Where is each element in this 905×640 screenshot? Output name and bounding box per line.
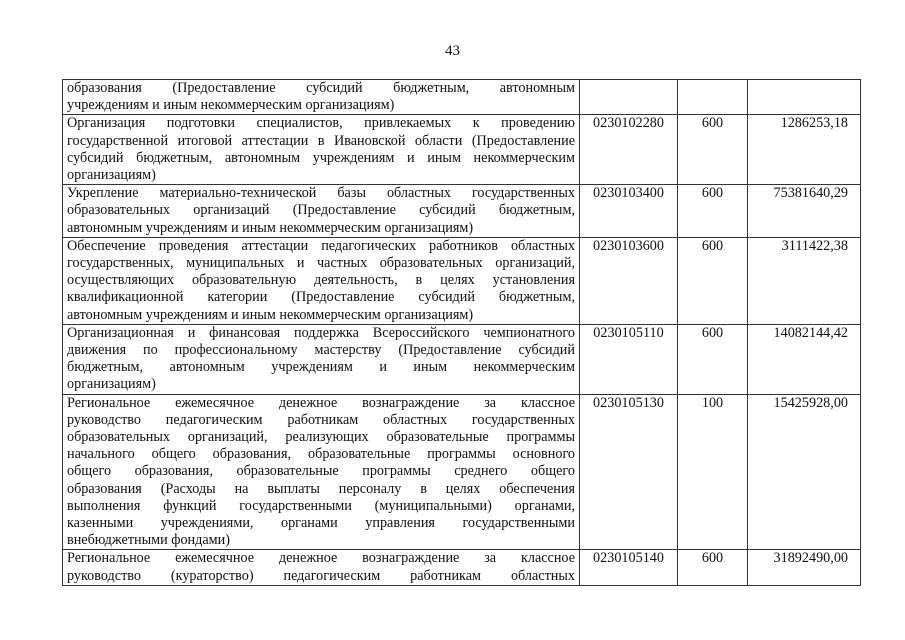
description-line: государственной итоговой аттестации в Ивановской области (Предоставление bbox=[67, 132, 575, 149]
description-line: руководство педагогическим работникам областных государственных bbox=[67, 411, 575, 428]
amount: 3111422,38 bbox=[748, 237, 861, 324]
budget-table bbox=[62, 79, 861, 586]
target-article-code: 0230103400 bbox=[580, 185, 678, 238]
amount: 75381640,29 bbox=[748, 185, 861, 238]
expense-description bbox=[63, 115, 580, 185]
table-row bbox=[63, 80, 861, 115]
description-line: осуществляющих образовательную деятельность, в целях установления bbox=[67, 272, 575, 289]
table-row bbox=[63, 237, 861, 324]
description-line: образования (Расходы на выплаты персоналу в целях обеспечения bbox=[67, 480, 575, 497]
description-line: организациям) bbox=[67, 376, 156, 393]
expense-type-code: 600 bbox=[678, 237, 748, 324]
target-article-code: 0230105140 bbox=[580, 550, 678, 585]
description-line: организациям) bbox=[67, 167, 156, 184]
description-line: общего образования, образовательные программы среднего общего bbox=[67, 463, 575, 480]
amount: 15425928,00 bbox=[748, 394, 861, 550]
expense-type-code bbox=[678, 80, 748, 115]
target-article-code: 0230103600 bbox=[580, 237, 678, 324]
page-number: 43 bbox=[445, 43, 460, 59]
description-line: Обеспечение проведения аттестации педагогических работников областных bbox=[67, 237, 575, 254]
expense-description bbox=[63, 185, 580, 238]
target-article-code bbox=[580, 80, 678, 115]
description-line: внебюджетными фондами) bbox=[67, 532, 230, 549]
table-row bbox=[63, 324, 861, 394]
expense-description bbox=[63, 394, 580, 550]
target-article-code: 0230105110 bbox=[580, 324, 678, 394]
table-row bbox=[63, 394, 861, 550]
description-line: автономным учреждениям и иным некоммерческим организациям) bbox=[67, 219, 474, 236]
description-line: Организационная и финансовая поддержка Всероссийского чемпионатного bbox=[67, 324, 575, 341]
expense-type-code: 600 bbox=[678, 185, 748, 238]
description-line: бюджетным, автономным учреждениям и иным некоммерческим bbox=[67, 359, 575, 376]
table-row bbox=[63, 115, 861, 185]
description-line: автономным учреждениям и иным некоммерческим организациям) bbox=[67, 306, 474, 323]
description-line: государственных, муниципальных и частных образовательных организаций, bbox=[67, 255, 575, 272]
expense-description bbox=[63, 550, 580, 585]
amount: 14082144,42 bbox=[748, 324, 861, 394]
description-line: выполнения функций государственными (муниципальными) органами, bbox=[67, 497, 575, 514]
amount: 31892490,00 bbox=[748, 550, 861, 585]
description-line: руководство (кураторство) педагогическим работникам областных bbox=[67, 567, 575, 584]
description-line: Укрепление материально-технической базы областных государственных bbox=[67, 185, 575, 202]
target-article-code: 0230102280 bbox=[580, 115, 678, 185]
expense-type-code: 100 bbox=[678, 394, 748, 550]
amount bbox=[748, 80, 861, 115]
description-line: Организация подготовки специалистов, привлекаемых к проведению bbox=[67, 115, 575, 132]
description-line: образовательных организаций (Предоставление субсидий бюджетным, bbox=[67, 202, 575, 219]
amount: 1286253,18 bbox=[748, 115, 861, 185]
expense-type-code: 600 bbox=[678, 324, 748, 394]
table-row bbox=[63, 550, 861, 585]
description-line: Региональное ежемесячное денежное вознаграждение за классное bbox=[67, 550, 575, 567]
description-line: учреждениям и иным некоммерческим организациям) bbox=[67, 97, 395, 114]
expense-type-code: 600 bbox=[678, 550, 748, 585]
description-line: движения по профессиональному мастерству (Предоставление субсидий bbox=[67, 342, 575, 359]
description-line: квалификационной категории (Предоставление субсидий бюджетным, bbox=[67, 289, 575, 306]
description-line: субсидий бюджетным, автономным учреждениям и иным некоммерческим bbox=[67, 149, 575, 166]
expense-description bbox=[63, 237, 580, 324]
description-line: образования (Предоставление субсидий бюджетным, автономным bbox=[67, 80, 575, 96]
description-line: казенными учреждениями, органами управления государственными bbox=[67, 515, 575, 532]
description-line: образовательных организаций, реализующих образовательные программы bbox=[67, 429, 575, 446]
target-article-code: 0230105130 bbox=[580, 394, 678, 550]
description-line: Региональное ежемесячное денежное вознаграждение за классное bbox=[67, 394, 575, 411]
description-line: начального общего образования, образовательные программы основного bbox=[67, 446, 575, 463]
table-row bbox=[63, 185, 861, 238]
expense-type-code: 600 bbox=[678, 115, 748, 185]
expense-description bbox=[63, 324, 580, 394]
expense-description bbox=[63, 80, 580, 115]
